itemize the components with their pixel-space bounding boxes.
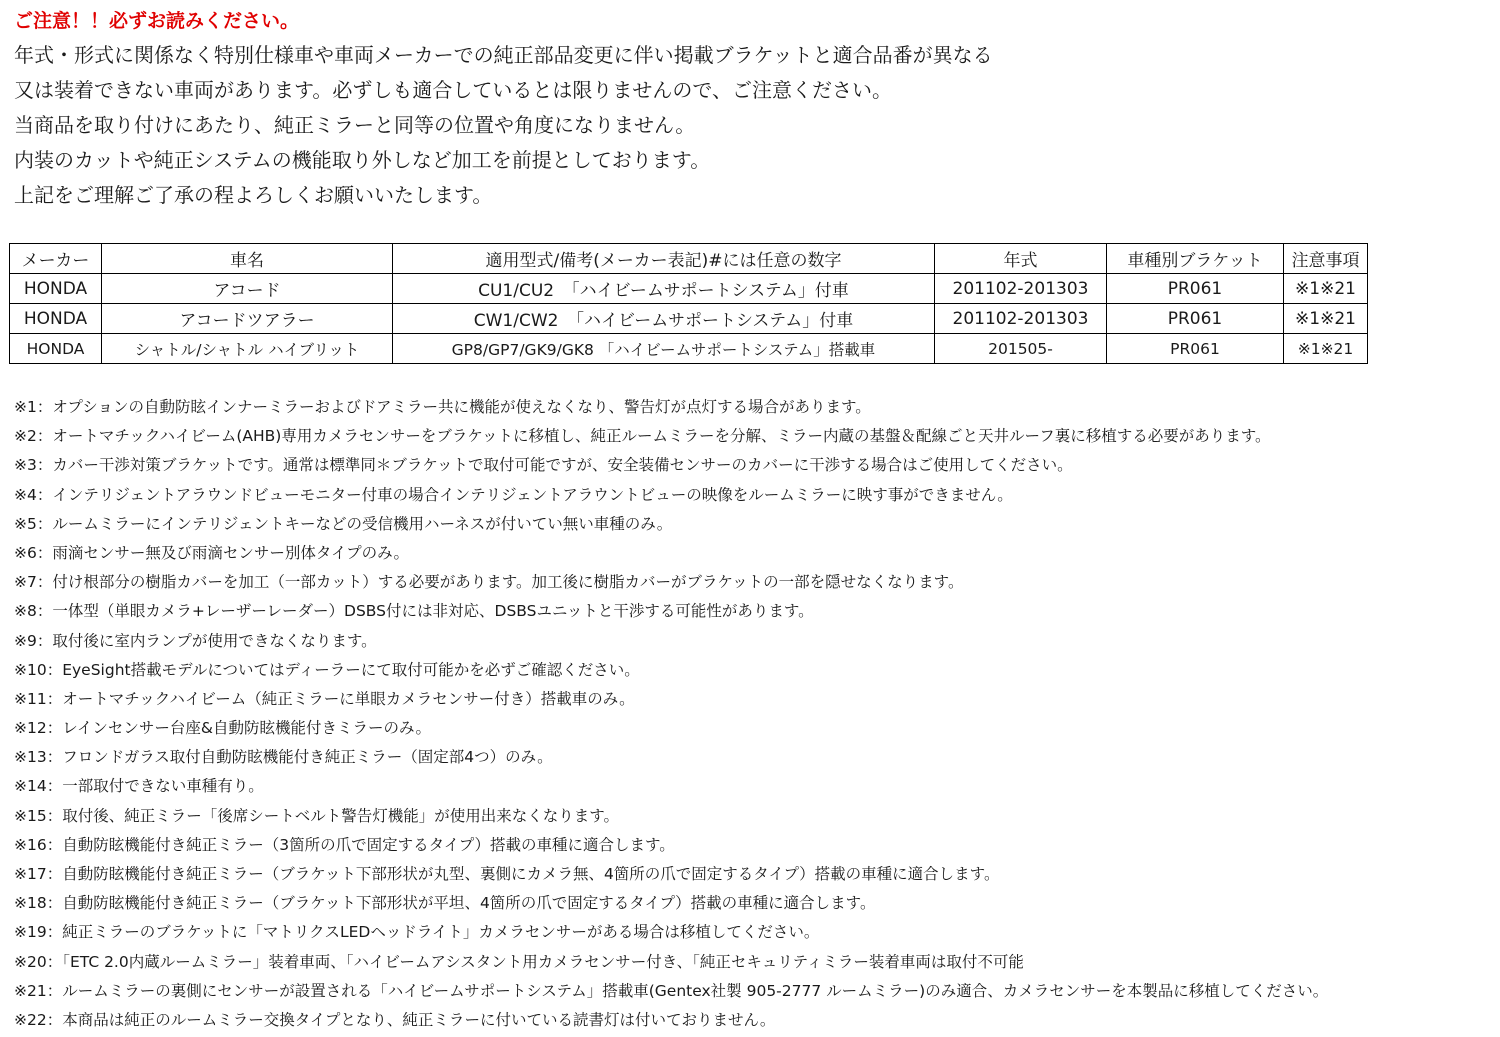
notes-list xyxy=(14,393,1328,1035)
cell-model: GP8/GP7/GK9/GK8 「ハイビームサポートシステム」搭載車 xyxy=(393,334,935,364)
intro-line: 当商品を取り付けにあたり、純正ミラーと同等の位置や角度になりません。 xyxy=(14,113,696,137)
cell-maker: HONDA xyxy=(10,334,102,364)
cell-notes: ※1※21 xyxy=(1284,304,1368,334)
note-item: ※18：自動防眩機能付き純正ミラー（ブラケット下部形状が平坦、4箇所の爪で固定するタイプ）搭載の車種に適合します。 xyxy=(14,894,876,913)
intro-line: 年式・形式に関係なく特別仕様車や車両メーカーでの純正部品変更に伴い掲載ブラケットと適合品番が異なる xyxy=(14,43,993,67)
note-item: ※9：取付後に室内ランプが使用できなくなります。 xyxy=(14,631,377,650)
cell-year: 201102-201303 xyxy=(935,304,1107,334)
cell-car-name: シャトル/シャトル ハイブリット xyxy=(102,334,393,364)
header-year: 年式 xyxy=(935,244,1107,274)
cell-maker: HONDA xyxy=(10,304,102,334)
table-row xyxy=(10,334,1368,364)
note-item: ※22：本商品は純正のルームミラー交換タイプとなり、純正ミラーに付いている読書灯は付いておりません。 xyxy=(14,1010,776,1029)
header-notes: 注意事項 xyxy=(1284,244,1368,274)
note-item: ※6：雨滴センサー無及び雨滴センサー別体タイプのみ。 xyxy=(14,543,410,562)
cell-notes: ※1※21 xyxy=(1284,274,1368,304)
note-item: ※8：一体型（単眼カメラ+レーザーレーダー）DSBS付には非対応、DSBSユニットと干渉する可能性があります。 xyxy=(14,602,814,621)
cell-car-name: アコードツアラー xyxy=(102,304,393,334)
note-item: ※3：カバー干渉対策ブラケットです。通常は標準同＊ブラケットで取付可能ですが、安全装備センサーのカバーに干渉する場合はご使用してください。 xyxy=(14,456,1073,475)
note-item: ※10：EyeSight搭載モデルについてはディーラーにて取付可能かを必ずご確認ください。 xyxy=(14,660,640,679)
compatibility-table xyxy=(9,243,1368,364)
header-bracket: 車種別ブラケット xyxy=(1107,244,1284,274)
note-item: ※4：インテリジェントアラウンドビューモニター付車の場合インテリジェントアラウントビューの映像をルームミラーに映す事ができません。 xyxy=(14,485,1013,504)
note-item: ※2：オートマチックハイビーム(AHB)専用カメラセンサーをブラケットに移植し、純正ルームミラーを分解、ミラー内蔵の基盤＆配線ごと天井ルーフ裏に移植する必要があります。 xyxy=(14,427,1271,446)
note-item: ※7：付け根部分の樹脂カバーを加工（一部カット）する必要があります。加工後に樹脂カバーがブラケットの一部を隠せなくなります。 xyxy=(14,573,964,592)
cell-bracket: PR061 xyxy=(1107,334,1284,364)
note-item: ※5：ルームミラーにインテリジェントキーなどの受信機用ハーネスが付いてい無い車種のみ。 xyxy=(14,514,673,533)
cell-model: CW1/CW2 「ハイビームサポートシステム」付車 xyxy=(393,304,935,334)
intro-line: 上記をご理解ご了承の程よろしくお願いいたします。 xyxy=(14,183,493,207)
notice-title: ご注意！！必ずお読みください。 xyxy=(14,10,300,32)
table-row xyxy=(10,274,1368,304)
intro-paragraph xyxy=(14,38,993,213)
note-item: ※16：自動防眩機能付き純正ミラー（3箇所の爪で固定するタイプ）搭載の車種に適合します。 xyxy=(14,835,675,854)
note-item: ※13：フロンドガラス取付自動防眩機能付き純正ミラー（固定部4つ）のみ。 xyxy=(14,748,553,767)
cell-bracket: PR061 xyxy=(1107,274,1284,304)
header-maker: メーカー xyxy=(10,244,102,274)
intro-line: 内装のカットや純正システムの機能取り外しなど加工を前提としております。 xyxy=(14,148,711,172)
note-item: ※17：自動防眩機能付き純正ミラー（ブラケット下部形状が丸型、裏側にカメラ無、4箇所の爪で固定するタイプ）搭載の車種に適合します。 xyxy=(14,865,1000,883)
cell-bracket: PR061 xyxy=(1107,304,1284,334)
table-row xyxy=(10,304,1368,334)
cell-year: 201102-201303 xyxy=(935,274,1107,304)
header-model: 適用型式/備考(メーカー表記)#には任意の数字 xyxy=(393,244,935,274)
cell-maker: HONDA xyxy=(10,274,102,304)
note-item: ※21：ルームミラーの裏側にセンサーが設置される「ハイビームサポートシステム」搭載車(Gentex社製 905-2777 ルームミラー)のみ適合、カメラセンサーを本製品に移植してください。 xyxy=(14,981,1329,1000)
intro-line: 又は装着できない車両があります。必ずしも適合しているとは限りませんので、ご注意ください。 xyxy=(14,78,892,102)
cell-car-name: アコード xyxy=(102,274,393,304)
cell-notes: ※1※21 xyxy=(1284,334,1368,364)
note-item: ※19：純正ミラーのブラケットに「マトリクスLEDヘッドライト」カメラセンサーがある場合は移植してください。 xyxy=(14,923,820,942)
cell-model: CU1/CU2 「ハイビームサポートシステム」付車 xyxy=(393,274,935,304)
note-item: ※11：オートマチックハイビーム（純正ミラーに単眼カメラセンサー付き）搭載車のみ。 xyxy=(14,689,635,708)
note-item: ※20：「ETC 2.0内蔵ルームミラー」装着車両、「ハイビームアシスタント用カメラセンサー付き、「純正セキュリティミラー装着車両は取付不可能 xyxy=(14,952,1024,971)
note-item: ※1：オプションの自動防眩インナーミラーおよびドアミラー共に機能が使えなくなり、警告灯が点灯する場合があります。 xyxy=(14,398,871,416)
note-item: ※15：取付後、純正ミラー「後席シートベルト警告灯機能」が使用出来なくなります。 xyxy=(14,806,619,825)
note-item: ※14：一部取付できない車種有り。 xyxy=(14,777,264,796)
table-header-row xyxy=(10,244,1368,274)
note-item: ※12：レインセンサー台座&自動防眩機能付きミラーのみ。 xyxy=(14,719,431,738)
cell-year: 201505- xyxy=(935,334,1107,364)
header-car-name: 車名 xyxy=(102,244,393,274)
